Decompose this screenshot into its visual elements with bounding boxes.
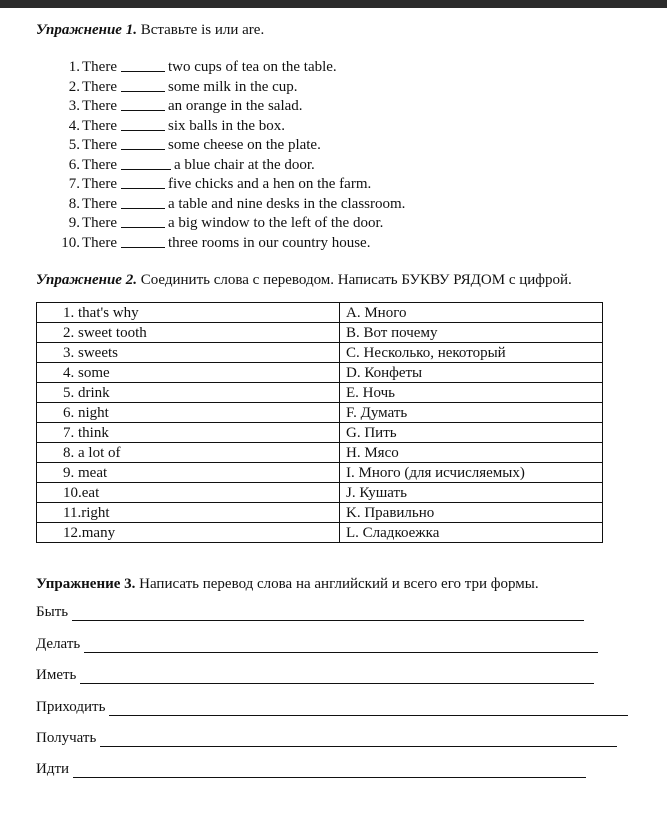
translation-cell: I. Много (для исчисляемых) <box>340 463 603 483</box>
answer-blank[interactable] <box>121 117 165 131</box>
exercise1-item <box>56 136 405 156</box>
translation-cell: J. Кушать <box>340 483 603 503</box>
russian-word: Быть <box>36 604 69 620</box>
item-number: 7. <box>68 176 80 192</box>
answer-blank[interactable] <box>121 78 165 92</box>
exercise1-instruction: Вставьте is или are. <box>140 22 265 38</box>
item-word: There <box>82 215 117 231</box>
exercise1-item <box>56 58 405 78</box>
russian-word: Приходить <box>36 699 106 715</box>
answer-blank[interactable] <box>121 214 165 228</box>
exercise2-heading <box>36 272 572 289</box>
answer-blank[interactable] <box>121 234 165 248</box>
item-text: some cheese on the plate. <box>167 137 321 153</box>
item-text: six balls in the box. <box>167 117 286 134</box>
exercise1-item <box>56 156 405 176</box>
english-word-cell: 4. some <box>37 363 340 383</box>
translation-cell: L. Сладкоежка <box>340 523 603 543</box>
translation-line <box>36 730 617 747</box>
exercise1-label: Упражнение 1. <box>36 22 137 38</box>
translation-line <box>36 761 586 778</box>
item-text: a table and nine desks in the classroom. <box>167 195 406 212</box>
translation-cell: G. Пить <box>340 423 603 443</box>
table-row <box>37 323 603 343</box>
english-word-cell: 7. think <box>37 423 340 443</box>
english-word-cell: 3. sweets <box>37 343 340 363</box>
item-text: a blue chair at the door. <box>173 156 315 173</box>
table-row <box>37 403 603 423</box>
english-word-cell: 1. that's why <box>37 303 340 323</box>
item-number: 5. <box>68 137 80 153</box>
answer-line[interactable] <box>73 765 586 778</box>
exercise1-item <box>56 195 405 215</box>
translation-cell: F. Думать <box>340 403 603 423</box>
item-text: two cups of tea on the table. <box>167 59 337 75</box>
exercise3-heading <box>36 576 539 593</box>
table-row <box>37 463 603 483</box>
item-word: There <box>82 98 117 114</box>
english-word-cell: 9. meat <box>37 463 340 483</box>
answer-blank[interactable] <box>121 136 165 150</box>
english-word-cell: 12.many <box>37 523 340 543</box>
exercise1-item <box>56 97 405 117</box>
translation-cell: C. Несколько, некоторый <box>340 343 603 363</box>
item-word: There <box>82 78 117 95</box>
english-word-cell: 6. night <box>37 403 340 423</box>
item-text: an orange in the salad. <box>167 98 303 114</box>
table-row <box>37 343 603 363</box>
item-text: a big window to the left of the door. <box>167 215 384 231</box>
answer-blank[interactable] <box>121 175 165 189</box>
russian-word: Иметь <box>36 667 77 683</box>
table-row <box>37 503 603 523</box>
item-number: 3. <box>68 98 80 114</box>
exercise1-heading <box>36 22 264 39</box>
answer-line[interactable] <box>72 608 584 621</box>
english-word-cell: 10.eat <box>37 483 340 503</box>
answer-blank[interactable] <box>121 195 165 209</box>
exercise3-instruction: Написать перевод слова на английский и всего его три формы. <box>139 576 539 592</box>
russian-word: Получать <box>36 730 97 746</box>
item-text: some milk in the cup. <box>167 78 298 95</box>
item-word: There <box>82 137 117 153</box>
exercise1-item <box>56 234 405 254</box>
table-row <box>37 483 603 503</box>
translation-cell: B. Вот почему <box>340 323 603 343</box>
item-word: There <box>82 176 117 192</box>
exercise3-label: Упражнение 3. <box>36 576 136 592</box>
exercise1-item <box>56 78 405 98</box>
table-row <box>37 443 603 463</box>
table-row <box>37 523 603 543</box>
exercise2-instruction: Соединить слова с переводом. Написать БУКВУ РЯДОМ с цифрой. <box>140 272 572 288</box>
answer-blank[interactable] <box>121 156 171 170</box>
translation-line <box>36 667 594 684</box>
item-number: 2. <box>68 78 80 95</box>
translation-line <box>36 636 598 653</box>
item-text: three rooms in our country house. <box>167 234 371 251</box>
item-number: 8. <box>68 195 80 212</box>
item-number: 9. <box>68 215 80 231</box>
answer-blank[interactable] <box>121 97 165 111</box>
russian-word: Делать <box>36 636 81 652</box>
answer-line[interactable] <box>109 703 628 716</box>
item-number: 10. <box>61 234 80 251</box>
item-word: There <box>82 156 117 173</box>
answer-line[interactable] <box>80 671 594 684</box>
table-row <box>37 423 603 443</box>
translation-line <box>36 699 628 716</box>
exercise1-item <box>56 214 405 234</box>
english-word-cell: 2. sweet tooth <box>37 323 340 343</box>
answer-blank[interactable] <box>121 58 165 72</box>
matching-table <box>36 302 603 543</box>
translation-cell: D. Конфеты <box>340 363 603 383</box>
item-word: There <box>82 59 117 75</box>
exercise1-item <box>56 117 405 137</box>
answer-line[interactable] <box>84 640 598 653</box>
item-word: There <box>82 234 117 251</box>
table-row <box>37 363 603 383</box>
translation-cell: A. Много <box>340 303 603 323</box>
item-number: 1. <box>68 59 80 75</box>
translation-cell: H. Мясо <box>340 443 603 463</box>
english-word-cell: 5. drink <box>37 383 340 403</box>
exercise2-label: Упражнение 2. <box>36 272 137 288</box>
exercise1-item <box>56 175 405 195</box>
english-word-cell: 8. a lot of <box>37 443 340 463</box>
translation-line <box>36 604 584 621</box>
item-number: 6. <box>68 156 80 173</box>
item-number: 4. <box>68 117 80 134</box>
russian-word: Идти <box>36 761 70 777</box>
item-text: five chicks and a hen on the farm. <box>167 176 372 192</box>
translation-cell: K. Правильно <box>340 503 603 523</box>
table-row <box>37 303 603 323</box>
translation-cell: E. Ночь <box>340 383 603 403</box>
exercise1-list <box>56 58 405 253</box>
table-row <box>37 383 603 403</box>
item-word: There <box>82 195 117 212</box>
answer-line[interactable] <box>100 734 617 747</box>
english-word-cell: 11.right <box>37 503 340 523</box>
item-word: There <box>82 117 117 134</box>
